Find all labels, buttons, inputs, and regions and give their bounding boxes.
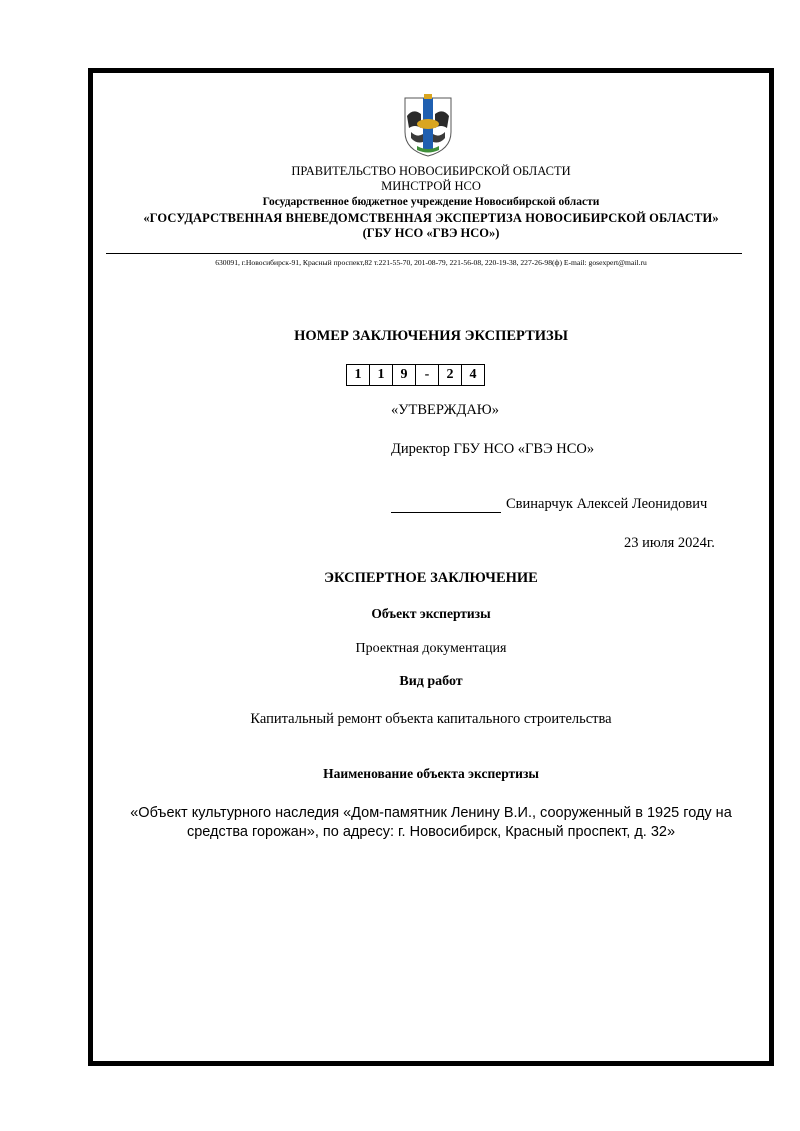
- institution-name: «ГОСУДАРСТВЕННАЯ ВНЕВЕДОМСТВЕННАЯ ЭКСПЕРТИЗА НОВОСИБИРСКОЙ ОБЛАСТИ»: [143, 211, 719, 225]
- conclusion-title: ЭКСПЕРТНОЕ ЗАКЛЮЧЕНИЕ: [324, 570, 538, 586]
- institution-abbreviation: (ГБУ НСО «ГВЭ НСО»): [362, 226, 500, 240]
- approval-date: 23 июля 2024г.: [624, 535, 715, 551]
- signature-line: [391, 512, 501, 513]
- ministry-name: МИНСТРОЙ НСО: [381, 179, 481, 193]
- contact-line: 630091, г.Новосибирск-91, Красный проспект,82 т.221-55-70, 201-08-79, 221-56-08, 220-19-38, 227-26-98(ф) E-mail: gosexpert@mail.ru: [215, 258, 647, 267]
- conclusion-number-title: НОМЕР ЗАКЛЮЧЕНИЯ ЭКСПЕРТИЗЫ: [294, 328, 568, 344]
- coat-of-arms-novosibirsk-icon: [401, 94, 455, 158]
- institution-type: Государственное бюджетное учреждение Новосибирской области: [262, 196, 600, 208]
- conclusion-number-boxes: [346, 364, 485, 386]
- object-value: Проектная документация: [355, 641, 507, 656]
- number-cell: 1: [370, 365, 393, 385]
- object-heading: Объект экспертизы: [371, 606, 491, 621]
- number-cell: -: [416, 365, 439, 385]
- object-name-heading: Наименование объекта экспертизы: [323, 766, 539, 781]
- approver-name: Свинарчук Алексей Леонидович: [506, 496, 708, 512]
- approval-label: «УТВЕРЖДАЮ»: [391, 402, 499, 418]
- header-divider: [106, 253, 742, 254]
- work-type-heading: Вид работ: [399, 674, 463, 689]
- number-cell: 9: [393, 365, 416, 385]
- government-name: ПРАВИТЕЛЬСТВО НОВОСИБИРСКОЙ ОБЛАСТИ: [291, 164, 571, 178]
- approver-position: Директор ГБУ НСО «ГВЭ НСО»: [391, 441, 595, 457]
- number-cell: 1: [347, 365, 370, 385]
- number-cell: 2: [439, 365, 462, 385]
- number-cell: 4: [469, 367, 477, 382]
- work-type-value: Капитальный ремонт объекта капитального строительства: [250, 711, 612, 727]
- object-name-value: «Объект культурного наследия «Дом-памятник Ленину В.И., сооруженный в 1925 году на средства горожан», по адресу: г. Новосибирск, Красный проспект, д. 32»: [130, 805, 732, 840]
